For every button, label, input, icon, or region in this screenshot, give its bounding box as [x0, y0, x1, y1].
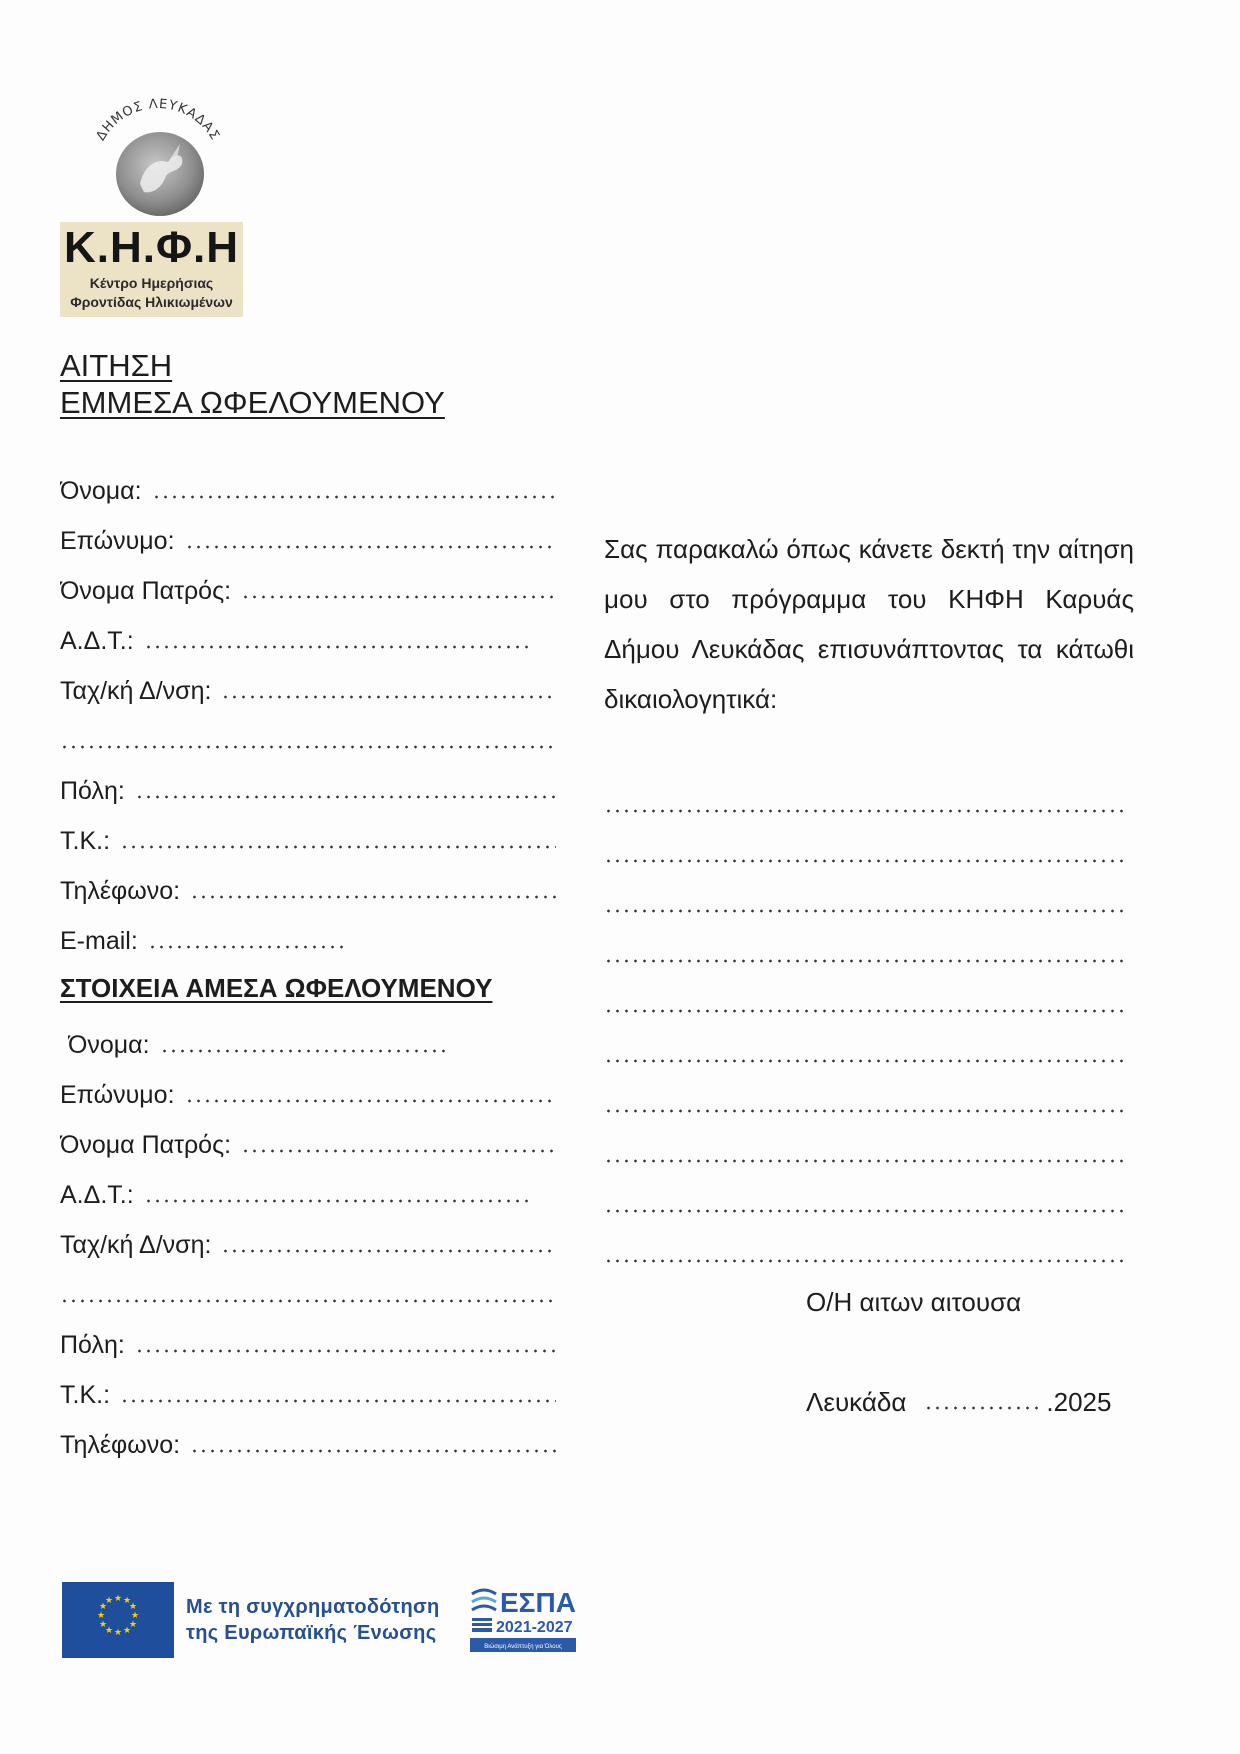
fill-in-line[interactable]	[60, 1298, 556, 1304]
field-label: Ταχ/κή Δ/νση:	[60, 1231, 212, 1259]
fill-in-line[interactable]	[148, 944, 346, 950]
cofunding-text-line1: Με τη συγχρηματοδότηση	[186, 1596, 440, 1618]
svg-text:★: ★	[98, 1620, 108, 1630]
request-statement: Σας παρακαλώ όπως κάνετε δεκτή την αίτηση μου στο πρόγραμμα του ΚΗΦΗ Καρυάς Δήμου Λευκάδας επισυνάπτοντας τα κάτωθι δικαιολογητικά:	[604, 534, 1134, 714]
seal-text: ΔΗΜΟΣ ΛΕΥΚΑΔΑΣ	[93, 96, 223, 144]
documents-line-3[interactable]	[604, 908, 1124, 914]
fill-in-line[interactable]	[144, 644, 530, 650]
svg-text:★: ★	[128, 1602, 138, 1612]
fill-in-line[interactable]	[144, 1198, 530, 1204]
field-label: Τ.Κ.:	[60, 1381, 111, 1409]
fill-in-line[interactable]	[185, 544, 556, 550]
field-label: Όνομα Πατρός:	[60, 577, 232, 605]
indirect-postal-code-field[interactable]	[60, 822, 556, 856]
svg-text:★: ★	[98, 1602, 108, 1612]
espa-slogan: Βιώσιμη Ανάπτυξη για Όλους	[484, 1644, 562, 1650]
eu-flag-icon	[62, 1582, 174, 1658]
documents-line-1[interactable]	[604, 808, 1124, 814]
field-label: Όνομα:	[60, 477, 142, 505]
fill-in-line[interactable]	[241, 1148, 556, 1154]
fill-in-line[interactable]	[120, 1398, 556, 1404]
direct-city-field[interactable]	[60, 1326, 556, 1360]
field-label: Τηλέφωνο:	[60, 1431, 181, 1459]
fill-in-line[interactable]	[185, 1098, 556, 1104]
document-title-line2: ΕΜΜΕΣΑ ΩΦΕΛΟΥΜΕΝΟΥ	[60, 385, 445, 420]
fill-in-line[interactable]	[221, 1248, 556, 1254]
svg-text:★: ★	[113, 1594, 123, 1604]
svg-text:★: ★	[128, 1620, 138, 1630]
fill-in-line[interactable]	[221, 694, 556, 700]
field-label: Τηλέφωνο:	[60, 877, 181, 905]
fill-in-line[interactable]	[190, 894, 556, 900]
indirect-email-field[interactable]	[60, 922, 556, 956]
svg-text:★: ★	[122, 1626, 132, 1636]
fill-in-line[interactable]	[135, 1348, 556, 1354]
municipality-seal-logo	[84, 92, 232, 220]
logo-subtitle-line1: Κέντρο Ημερήσιας	[89, 275, 214, 291]
documents-line-10[interactable]	[604, 1258, 1124, 1264]
svg-text:★: ★	[122, 1596, 132, 1606]
document-title-line1: ΑΙΤΗΣΗ	[60, 348, 173, 383]
svg-text:★: ★	[113, 1628, 123, 1638]
field-label: Όνομα Πατρός:	[60, 1131, 232, 1159]
field-label: Πόλη:	[60, 777, 125, 805]
documents-line-4[interactable]	[604, 958, 1124, 964]
indirect-first-name-field[interactable]	[60, 472, 556, 506]
field-label: Επώνυμο:	[60, 1081, 175, 1109]
field-label: E-mail:	[60, 927, 138, 955]
direct-beneficiary-heading: ΣΤΟΙΧΕΙΑ ΑΜΕΣΑ ΩΦΕΛΟΥΜΕΝΟΥ	[60, 973, 493, 1003]
field-label: Α.Δ.Τ.:	[60, 627, 134, 655]
place-label: Λευκάδα	[806, 1387, 907, 1417]
espa-years: 2021-2027	[496, 1619, 573, 1636]
year-label: .2025	[1046, 1387, 1112, 1417]
svg-text:★: ★	[104, 1626, 114, 1636]
applicant-signature-label: Ο/Η αιτων αιτουσα	[806, 1287, 1022, 1317]
direct-postal-address-continuation[interactable]	[60, 1276, 556, 1310]
direct-postal-code-field[interactable]	[60, 1376, 556, 1410]
svg-text:★: ★	[104, 1596, 114, 1606]
indirect-postal-address-continuation[interactable]	[60, 722, 556, 756]
documents-line-2[interactable]	[604, 858, 1124, 864]
fill-in-line[interactable]	[60, 744, 556, 750]
espa-title: ΕΣΠΑ	[500, 1587, 576, 1618]
documents-line-8[interactable]	[604, 1158, 1124, 1164]
documents-line-6[interactable]	[604, 1058, 1124, 1064]
cofunding-text-line2: της Ευρωπαϊκής Ένωσης	[186, 1622, 437, 1644]
logo-title: Κ.Η.Φ.Η	[63, 223, 240, 272]
indirect-postal-address-field[interactable]	[60, 672, 556, 706]
documents-line-9[interactable]	[604, 1208, 1124, 1214]
direct-father-name-field[interactable]	[60, 1126, 556, 1160]
place-date-line[interactable]	[806, 1387, 1111, 1418]
field-label: Α.Δ.Τ.:	[60, 1181, 134, 1209]
indirect-id-number-field[interactable]	[60, 622, 530, 656]
fill-in-line[interactable]	[135, 794, 556, 800]
espa-logo	[468, 1582, 586, 1660]
documents-line-7[interactable]	[604, 1108, 1124, 1114]
direct-phone-field[interactable]	[60, 1426, 556, 1460]
direct-postal-address-field[interactable]	[60, 1226, 556, 1260]
indirect-phone-field[interactable]	[60, 872, 556, 906]
fill-in-line[interactable]	[190, 1448, 556, 1454]
kifi-logo	[60, 222, 243, 317]
field-label: Επώνυμο:	[60, 527, 175, 555]
field-label: Ταχ/κή Δ/νση:	[60, 677, 212, 705]
direct-id-number-field[interactable]	[60, 1176, 530, 1210]
field-label: Τ.Κ.:	[60, 827, 111, 855]
indirect-city-field[interactable]	[60, 772, 556, 806]
fill-in-line[interactable]	[120, 844, 556, 850]
documents-line-5[interactable]	[604, 1008, 1124, 1014]
fill-in-line[interactable]	[152, 494, 556, 500]
fill-in-line[interactable]	[160, 1048, 448, 1054]
field-label: Πόλη:	[60, 1331, 125, 1359]
field-label: Όνομα:	[68, 1031, 150, 1059]
logo-subtitle-line2: Φροντίδας Ηλικιωμένων	[70, 294, 233, 310]
indirect-father-name-field[interactable]	[60, 572, 556, 606]
indirect-last-name-field[interactable]	[60, 522, 556, 556]
svg-text:★: ★	[130, 1611, 140, 1621]
fill-in-line[interactable]	[241, 594, 556, 600]
direct-first-name-field[interactable]	[68, 1026, 564, 1060]
direct-last-name-field[interactable]	[60, 1076, 556, 1110]
date-fill-in[interactable]	[924, 1405, 1044, 1411]
svg-text:★: ★	[96, 1611, 106, 1621]
